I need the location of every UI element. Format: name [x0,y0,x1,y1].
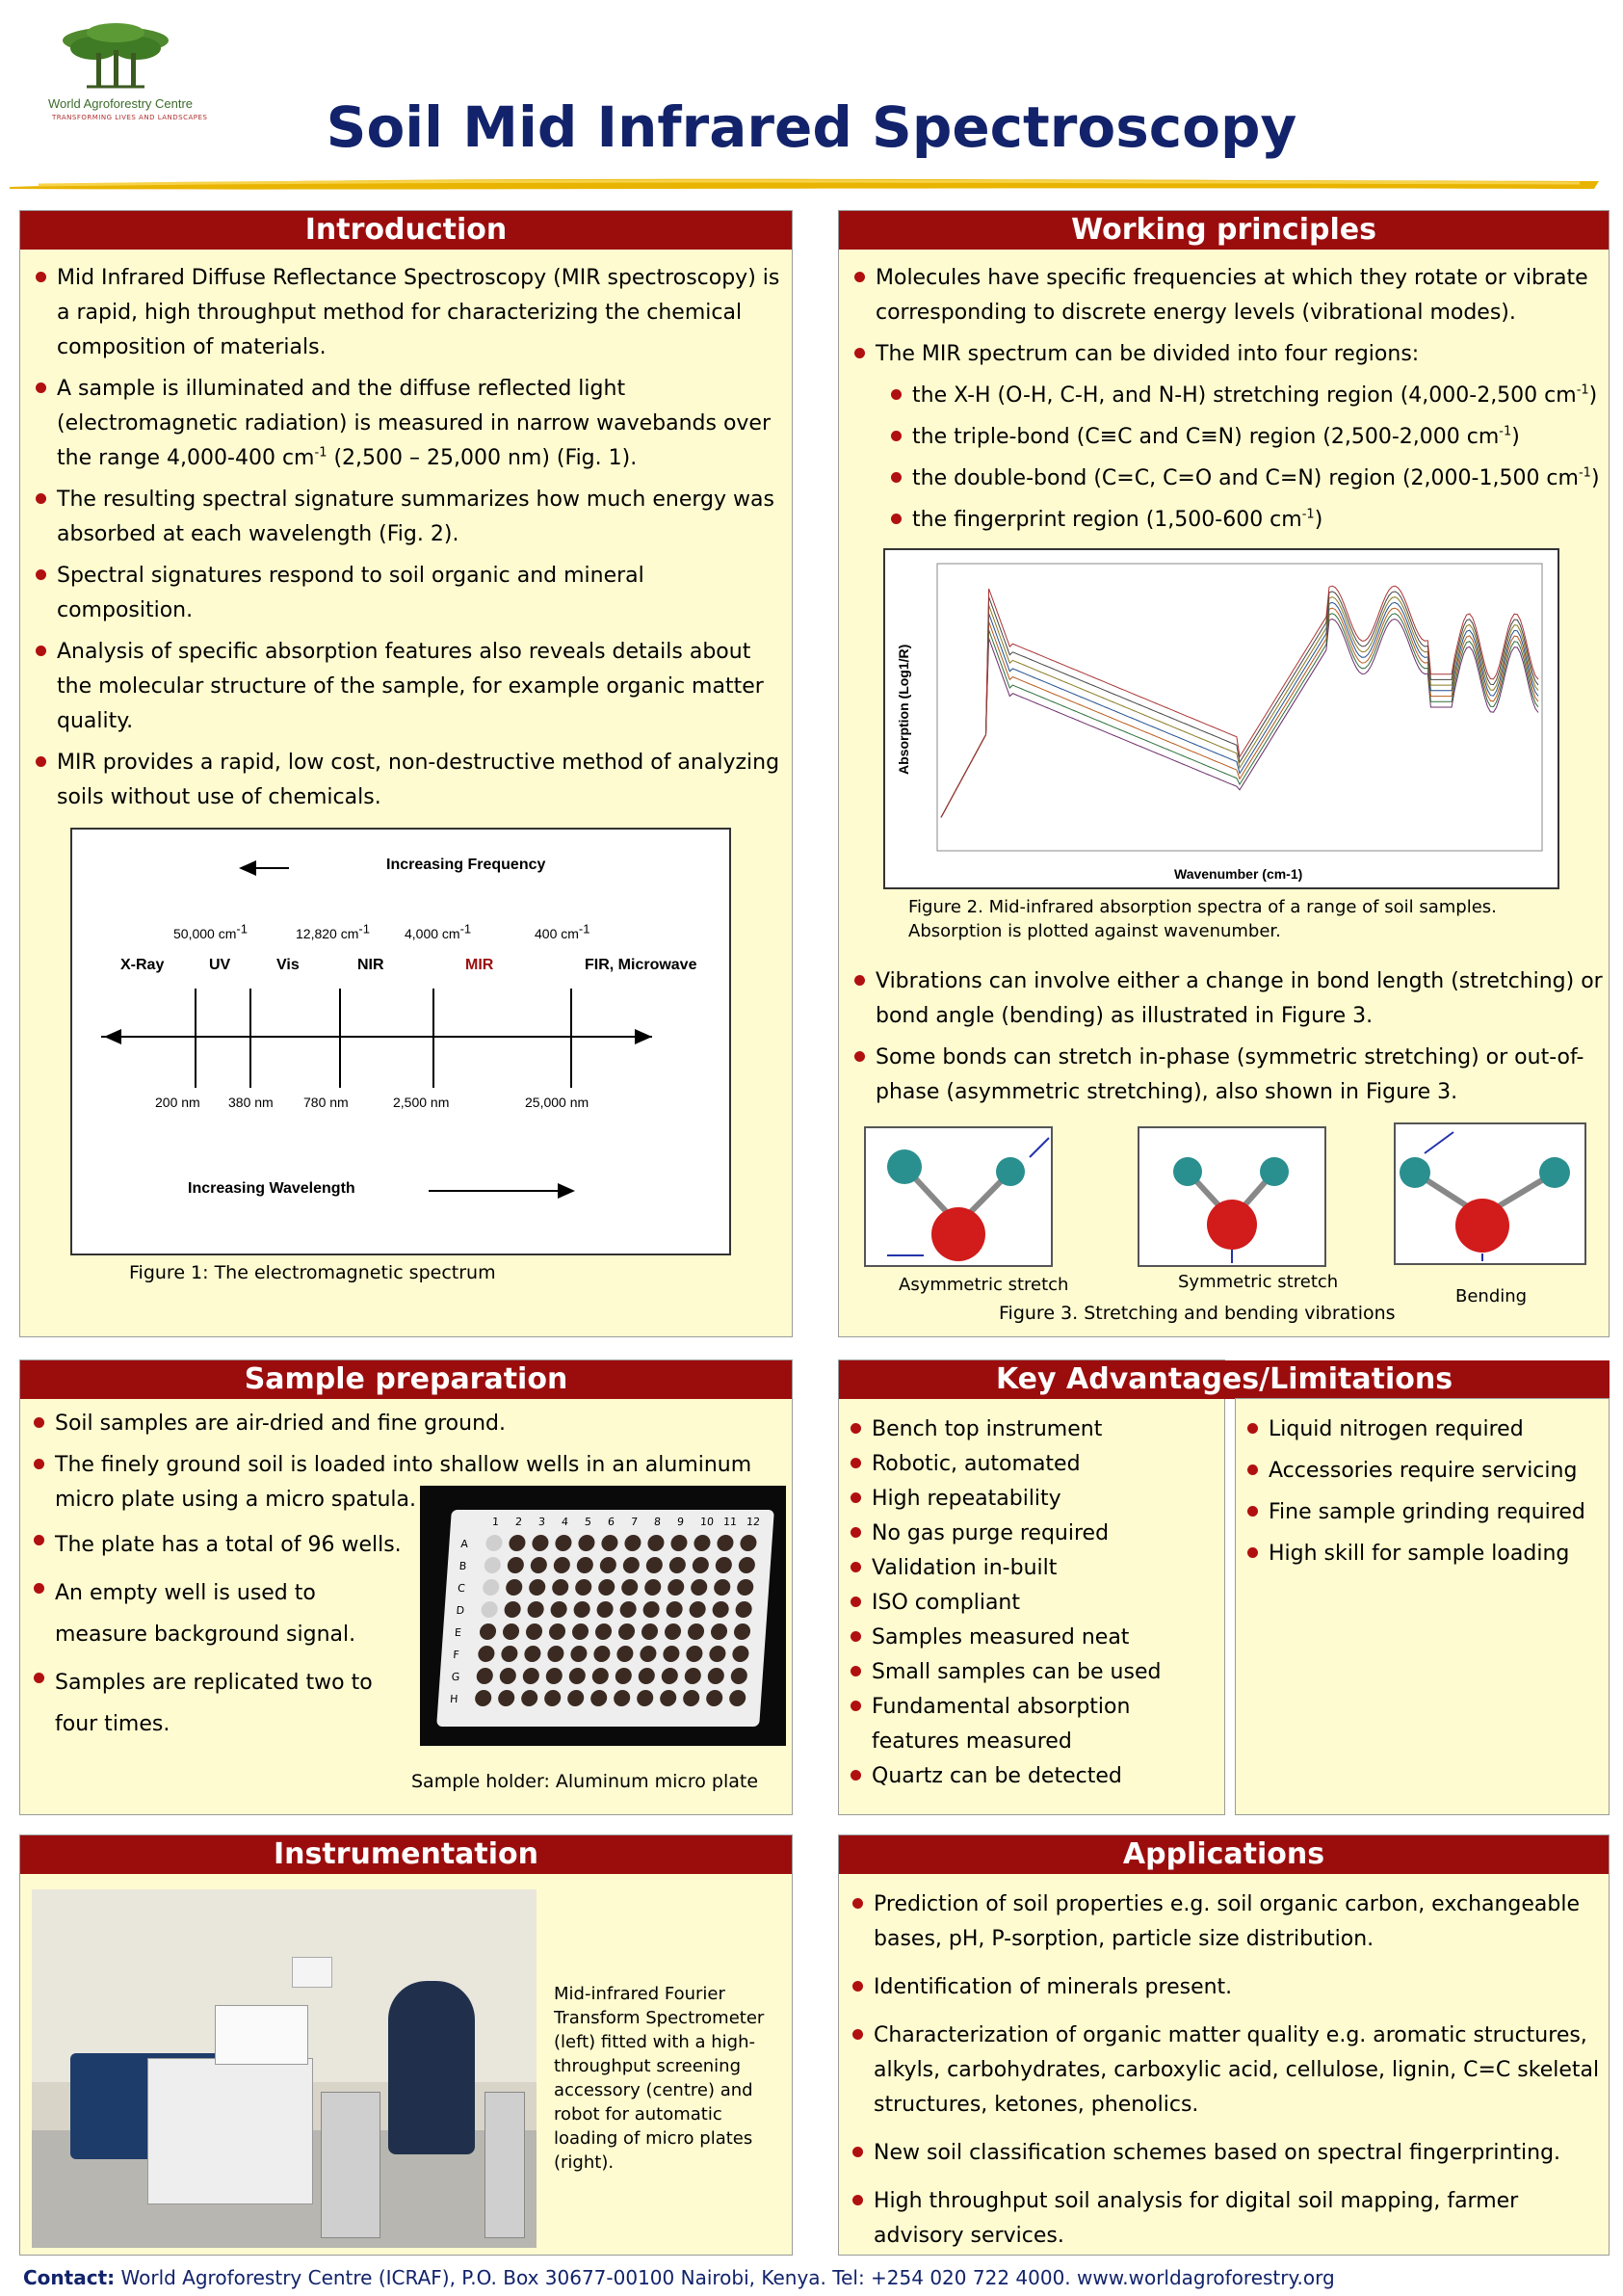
figure3-caption: Figure 3. Stretching and bending vibrations [999,1303,1396,1324]
plate-well [567,1690,585,1706]
plate-well [683,1690,700,1706]
wavelength-label: 2,500 nm [393,1095,450,1110]
plate-well [522,1668,539,1684]
band-label-nir: NIR [357,957,384,973]
plate-well [670,1535,688,1551]
plate-well [599,1557,616,1573]
plate-column-label: 2 [514,1516,523,1528]
plate-well [740,1535,757,1551]
contact-label: Contact: [23,2266,116,2289]
list-item: Robotic, automated [845,1447,1220,1482]
plate-well [661,1668,678,1684]
plate-well [641,1623,658,1640]
plate-well [481,1601,498,1618]
plate-row-label: D [456,1604,465,1617]
plate-well [555,1535,572,1551]
list-item: Prediction of soil properties e.g. soil organic carbon, exchangeable bases, pH, P-sorption, particle size distribution. [847,1887,1603,1957]
bending-label: Bending [1455,1286,1528,1306]
list-item: The resulting spectral signature summarizes how much energy was absorbed at each wavelength (Fig. 2). [30,483,786,552]
plate-column-labels [486,1516,767,1529]
spectrum-line [941,608,1538,817]
spectrometer-photo [32,1889,537,2248]
plate-well [553,1557,570,1573]
applications-bullets [847,1887,1603,2260]
plate-well [644,1579,662,1596]
plate-well [575,1579,592,1596]
list-item: Characterization of organic matter quality e.g. aromatic structures, alkyls, carbohydrates, carboxylic acid, cellulose, lignin, C=C skeletal structures, ketones, phenolics. [847,2019,1603,2123]
screening-accessory [215,2005,308,2065]
plate-well [550,1601,567,1618]
plate-well [601,1535,618,1551]
plate-well [615,1668,632,1684]
plate-well [709,1646,726,1662]
plate-column-label: 1 [491,1516,500,1528]
plate-well [614,1690,631,1706]
plate-well [647,1535,665,1551]
plate-well [645,1557,663,1573]
figure2-ylabel: Absorption (Log1/R) [896,644,911,775]
applications-heading: Applications [839,1835,1609,1874]
plate-column-label: 10 [699,1516,715,1528]
list-item: Identification of minerals present. [847,1970,1603,2005]
plate-well [684,1668,701,1684]
figure1-lines [72,830,729,1254]
plate-well [485,1535,503,1551]
figure2-xlabel: Wavenumber (cm-1) [1174,866,1303,882]
plate-well [578,1535,595,1551]
plate-well [706,1690,723,1706]
wavenumber-label: 4,000 $cm^{-1}$ [405,921,472,941]
list-item: the triple-bond (C≡C and C≡N) region (2,500-2,000 $cm^{-1}$) [849,420,1605,455]
page-title: Soil Mid Infrared Spectroscopy [326,94,1297,160]
plate-well [478,1646,495,1662]
working-principles-bullets [849,261,1605,544]
plate-well [710,1623,727,1640]
list-item: Analysis of specific absorption features also reveals details about the molecular structure of the sample, for example organic matter quality. [30,635,786,739]
introduction-heading: Introduction [20,211,792,250]
plate-well [568,1668,586,1684]
introduction-panel [19,210,793,1337]
figure2-caption-line2: Absorption is plotted against wavenumber. [908,921,1281,941]
plate-well [668,1579,685,1596]
working-principles-heading: Working principles [839,211,1609,250]
plate-wells [474,1535,766,1718]
plate-well [738,1557,755,1573]
plate-well [552,1579,569,1596]
plate-well [616,1646,634,1662]
band-label-vis: Vis [276,957,300,973]
list-item: MIR provides a rapid, low cost, non-destructive method of analyzing soils without use of chemicals. [30,746,786,815]
list-item: the fingerprint region (1,500-600 $cm^{-1}$) [849,503,1605,538]
list-item: Molecules have specific frequencies at which they rotate or vibrate corresponding to discrete energy levels (vibrational modes). [849,261,1605,330]
plate-well [637,1690,654,1706]
figure1-caption: Figure 1: The electromagnetic spectrum [129,1262,496,1283]
limitations-panel [1235,1398,1610,1815]
plate-well [532,1535,549,1551]
wavelength-label: 380 nm [228,1095,274,1110]
plate-well [712,1601,729,1618]
plate-well [545,1668,563,1684]
list-item: Small samples can be used [845,1655,1220,1690]
sample-preparation-panel [19,1359,793,1815]
plate-column-label: 9 [676,1516,685,1528]
list-item: Bench top instrument [845,1412,1220,1447]
logo-name: World Agroforestry Centre [48,96,194,111]
wavelength-label: 25,000 nm [525,1095,589,1110]
advantages-list [845,1412,1220,1794]
wavelength-label: 200 nm [155,1095,200,1110]
plate-row-label: F [452,1649,460,1661]
list-item: Spectral signatures respond to soil organic and mineral composition. [30,559,786,628]
plate-column-label: 12 [746,1516,761,1528]
plate-row-label: E [454,1626,462,1639]
band-label-uv: UV [209,957,231,973]
plate-well [544,1690,562,1706]
plate-well [506,1579,523,1596]
list-item: Vibrations can involve either a change in bond length (stretching) or bond angle (bending) as illustrated in Figure 3. [849,964,1605,1034]
plate-well [714,1579,731,1596]
spectrum-line [941,614,1538,818]
sample-preparation-heading: Sample preparation [20,1360,792,1399]
list-item: Quartz can be detected [845,1759,1220,1794]
plate-column-label: 3 [537,1516,546,1528]
plate-row-label: H [449,1693,458,1705]
working-principles-panel [838,210,1610,1337]
list-item: No gas purge required [845,1517,1220,1551]
plate-rack [321,2092,380,2238]
plate-well [521,1690,538,1706]
wavenumber-label: 50,000 $cm^{-1}$ [173,921,248,941]
asymmetric-molecule-icon [866,1128,1051,1265]
wavenumber-label: 12,820 $cm^{-1}$ [296,921,370,941]
plate-well [622,1557,640,1573]
microplate-caption: Sample holder: Aluminum micro plate [411,1771,759,1792]
introduction-bullets [30,261,786,822]
asymmetric-stretch-label: Asymmetric stretch [899,1275,1069,1295]
applications-panel [838,1834,1610,2256]
plate-well [642,1601,660,1618]
plate-well [691,1579,708,1596]
plate-well [527,1601,544,1618]
figure2-spectra-chart [883,548,1559,889]
list-item: Some bonds can stretch in-phase (symmetric stretching) or out-of-phase (asymmetric stretching), also shown in Figure 3. [849,1041,1605,1110]
figure1-spectrum-box [70,828,731,1255]
title-underline-stroke [0,173,1623,193]
list-item: the double-bond (C=C, C=O and C=N) region (2,000-1,500 $cm^{-1}$) [849,462,1605,496]
list-item: ISO compliant [845,1586,1220,1621]
list-item: High repeatability [845,1482,1220,1517]
plate-well [476,1668,493,1684]
bending-image [1394,1122,1586,1265]
list-item: Samples are replicated two to four times. [28,1662,413,1745]
list-item: Validation in-built [845,1551,1220,1586]
plate-well [596,1601,614,1618]
plate-well [573,1601,590,1618]
spectrum-line [941,620,1538,818]
plate-well [660,1690,677,1706]
microplate-photo [420,1486,786,1746]
plate-well [687,1623,704,1640]
plate-well [529,1579,546,1596]
plate-well [501,1646,518,1662]
symmetric-stretch-label: Symmetric stretch [1178,1272,1339,1292]
instrumentation-panel [19,1834,793,2256]
plate-well [617,1623,635,1640]
plate-well [570,1646,588,1662]
plate-well [619,1601,637,1618]
plate-well [598,1579,615,1596]
plate-row-label: G [451,1671,460,1683]
microplate [436,1510,774,1727]
symmetric-molecule-icon [1139,1128,1324,1265]
wall-socket [292,1957,332,1988]
list-item: A sample is illuminated and the diffuse reflected light (electromagnetic radiation) is measured in narrow wavebands over the range 4,000-400 $cm^{-1}$ (2,500 – 25,000 nm) (Fig. 1). [30,372,786,476]
plate-well [689,1601,706,1618]
band-label-xray: X-Ray [120,957,165,973]
logo-tagline: TRANSFORMING LIVES AND LANDSCAPES [52,114,208,121]
list-item: Fundamental absorption features measured [845,1690,1220,1759]
plate-well [594,1623,612,1640]
plate-well [502,1623,519,1640]
plate-rack [484,2092,525,2238]
instrumentation-heading: Instrumentation [20,1835,792,1874]
plate-well [590,1690,608,1706]
plate-well [591,1668,609,1684]
band-label-fir: FIR, Microwave [585,957,697,973]
plate-column-label: 6 [607,1516,615,1528]
plate-well [530,1557,547,1573]
wavenumber-label: 400 $cm^{-1}$ [535,921,590,941]
plate-well [624,1535,641,1551]
vibration-bullets [849,964,1605,1117]
plate-well [638,1668,655,1684]
plate-well [686,1646,703,1662]
list-item: Accessories require servicing [1242,1454,1608,1489]
list-item: The MIR spectrum can be divided into four regions: [849,337,1605,372]
plate-well [507,1557,524,1573]
instrumentation-caption: Mid-infrared Fourier Transform Spectrometer (left) fitted with a high-throughput screening accessory (centre) and robot for automatic loading of micro plates (right). [554,1984,765,2173]
spectra-plot [885,550,1558,887]
spectrometer-unit [147,2058,313,2204]
plate-well [715,1557,732,1573]
list-item: Fine sample grinding required [1242,1495,1608,1530]
plate-well [663,1646,680,1662]
plate-well [707,1668,724,1684]
plate-well [735,1601,752,1618]
robot-loader [388,1981,475,2154]
plate-well [479,1623,496,1640]
list-item: High skill for sample loading [1242,1537,1608,1571]
plate-well [498,1690,515,1706]
increasing-wavelength-label: Increasing Wavelength [188,1180,355,1197]
bending-molecule-icon [1396,1124,1584,1263]
plate-row-label: C [457,1582,466,1595]
plate-well [571,1623,589,1640]
plate-well [729,1690,746,1706]
list-item: High throughput soil analysis for digital soil mapping, farmer advisory services. [847,2184,1603,2254]
contact-text: World Agroforestry Centre (ICRAF), P.O. Box 30677-00100 Nairobi, Kenya. Tel: +254 020 722 4000. www.worldagroforestry.org [120,2266,1335,2289]
plate-well [504,1601,521,1618]
plate-well [525,1623,542,1640]
plate-well [499,1668,516,1684]
plate-well [694,1535,711,1551]
list-item: The plate has a total of 96 wells. [28,1524,413,1566]
plate-well [732,1646,749,1662]
sample-preparation-bullets-narrow [28,1524,413,1752]
plate-well [547,1646,564,1662]
list-item: The finely ground soil is loaded into shallow wells in an aluminum micro plate using a micro spatula. [28,1448,789,1517]
plate-well [640,1646,657,1662]
symmetric-stretch-image [1138,1126,1326,1267]
figure2-caption-line1: Figure 2. Mid-infrared absorption spectra of a range of soil samples. [908,897,1497,917]
plate-well [717,1535,734,1551]
limitations-list [1242,1412,1608,1578]
list-item: Soil samples are air-dried and fine ground. [28,1407,789,1441]
list-item: the X-H (O-H, C-H, and N-H) stretching region (4,000-2,500 $cm^{-1}$) [849,379,1605,413]
advantages-heading: Key Advantages/Limitations [839,1360,1610,1399]
contact-footer [23,2266,1335,2289]
plate-well [621,1579,639,1596]
plate-well [664,1623,681,1640]
list-item: Mid Infrared Diffuse Reflectance Spectroscopy (MIR spectroscopy) is a rapid, high throughput method for characterizing the chemical composition of materials. [30,261,786,365]
plate-column-label: 11 [722,1516,738,1528]
plate-well [593,1646,611,1662]
plate-well [524,1646,541,1662]
plate-well [548,1623,565,1640]
wavelength-label: 780 nm [303,1095,349,1110]
plate-column-label: 8 [653,1516,662,1528]
plate-column-label: 4 [561,1516,569,1528]
plate-well [730,1668,747,1684]
list-item: Liquid nitrogen required [1242,1412,1608,1447]
band-label-mir: MIR [465,957,494,973]
list-item: An empty well is used to measure background signal. [28,1572,413,1655]
plate-well [668,1557,686,1573]
plate-well [484,1557,501,1573]
plate-well [576,1557,593,1573]
asymmetric-stretch-image [864,1126,1053,1267]
plate-well [692,1557,709,1573]
increasing-frequency-label: Increasing Frequency [386,857,546,873]
plate-row-labels [449,1535,479,1718]
plate-well [509,1535,526,1551]
tree-logo-icon [58,19,173,106]
list-item: Samples measured neat [845,1621,1220,1655]
plate-well [666,1601,683,1618]
plate-well [483,1579,500,1596]
plate-row-label: A [459,1538,469,1550]
plate-row-label: B [458,1560,467,1572]
plate-well [737,1579,754,1596]
list-item: New soil classification schemes based on spectral fingerprinting. [847,2136,1603,2171]
plate-column-label: 5 [584,1516,592,1528]
plate-well [733,1623,750,1640]
plate-column-label: 7 [630,1516,639,1528]
plate-well [475,1690,492,1706]
